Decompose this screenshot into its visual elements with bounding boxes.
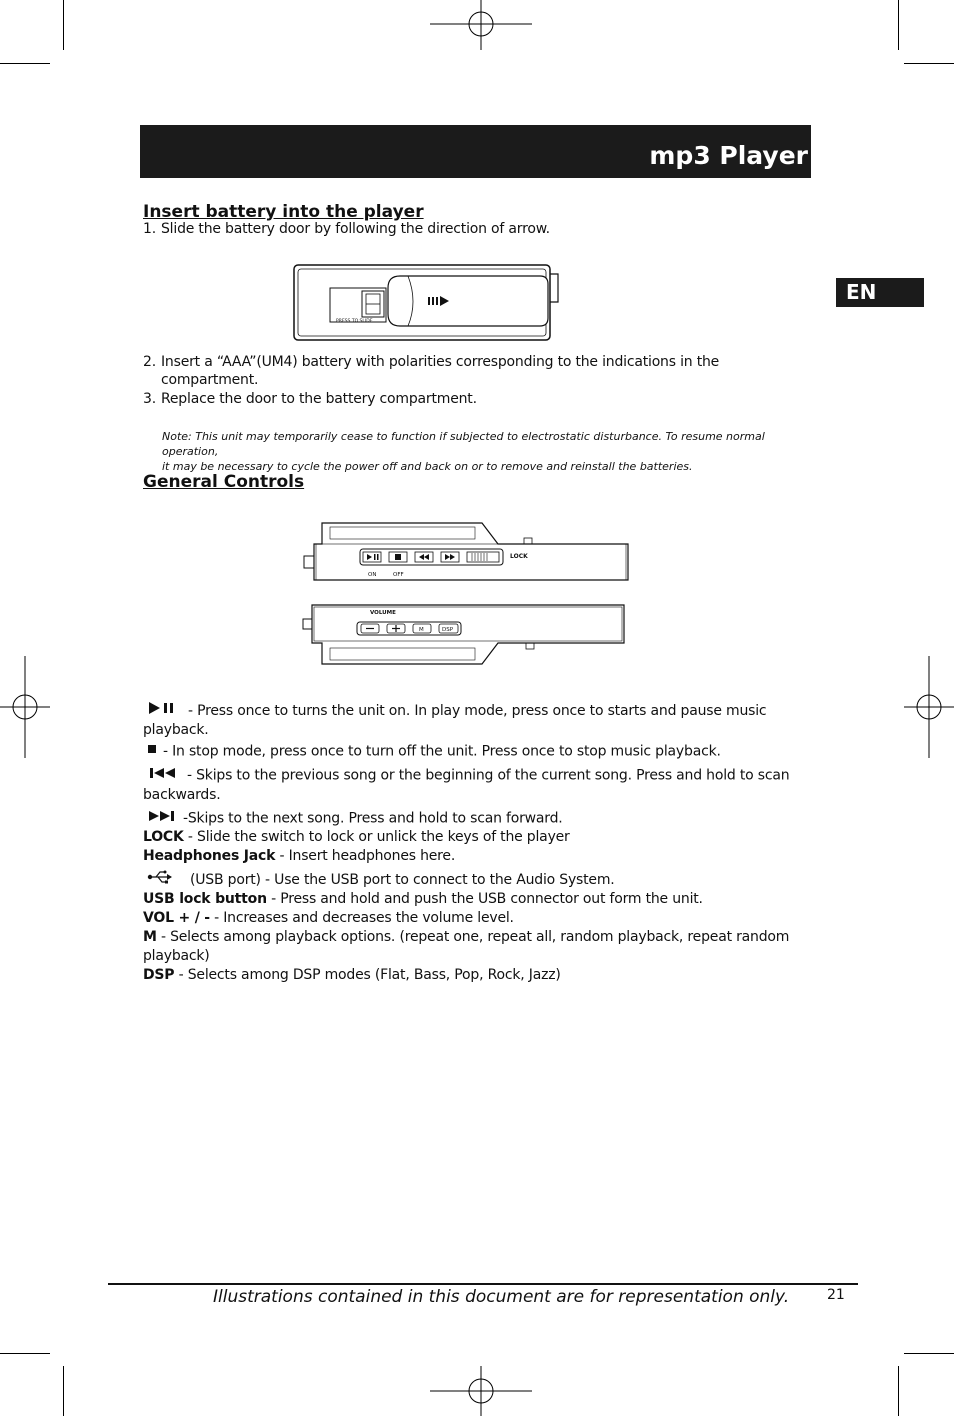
lock-label: LOCK	[510, 553, 528, 560]
step-number: 1.	[143, 221, 156, 237]
usb-lock-text: - Press and hold and push the USB connector out form the unit.	[266, 891, 703, 907]
usb-text: (USB port) - Use the USB port to connect to the Audio System.	[190, 872, 615, 888]
volume-text: - Increases and decreases the volume level.	[209, 910, 514, 926]
play-pause-icon	[147, 701, 177, 721]
step-text: Slide the battery door by following the direction of arrow.	[161, 221, 550, 237]
press-to-slide-label: PRESS TO SLIDE	[336, 319, 373, 324]
next-text: -Skips to the next song. Press and hold to scan forward.	[183, 810, 563, 827]
m-term: M	[143, 929, 157, 945]
usb-description	[143, 870, 808, 890]
registration-mark-bottom	[430, 1366, 532, 1416]
dsp-text: - Selects among DSP modes (Flat, Bass, Pop, Rock, Jazz)	[174, 967, 561, 983]
registration-mark-top	[430, 0, 532, 50]
footer-rule	[108, 1283, 858, 1285]
language-tab	[836, 278, 924, 307]
m-button-label: M	[419, 627, 424, 633]
m-text: - Selects among playback options. (repeat one, repeat all, random playback, repeat random	[156, 929, 790, 945]
note-line: it may be necessary to cycle the power off and back on or to remove and reinstall the batteries.	[162, 460, 693, 473]
off-label: OFF	[393, 572, 404, 578]
lock-term: LOCK	[143, 829, 184, 845]
battery-step-1	[143, 220, 550, 238]
next-description	[143, 809, 808, 829]
battery-door-figure	[290, 262, 565, 344]
headphones-text: - Insert headphones here.	[275, 848, 456, 864]
battery-step-3	[143, 390, 477, 408]
stop-icon	[147, 742, 157, 761]
dsp-term: DSP	[143, 967, 175, 983]
play-pause-description	[143, 701, 808, 740]
usb-lock-term: USB lock button	[143, 891, 267, 907]
controls-figure	[300, 518, 635, 670]
usb-icon	[147, 870, 173, 890]
header-bar	[140, 125, 811, 178]
step-number: 3.	[143, 391, 156, 407]
previous-text-cont: backwards.	[143, 786, 221, 803]
dsp-description	[143, 966, 808, 985]
play-pause-text: - Press once to turns the unit on. In play mode, press once to starts and pause music	[188, 703, 767, 719]
step-number: 2.	[143, 354, 156, 370]
m-text-cont: playback)	[143, 948, 210, 964]
step-text: Replace the door to the battery compartment.	[161, 391, 477, 407]
lock-description	[143, 828, 808, 847]
dsp-button-label: DSP	[442, 627, 454, 633]
on-label: ON	[368, 572, 377, 578]
battery-heading: Insert battery into the player	[143, 202, 424, 222]
volume-term: VOL + / -	[143, 910, 210, 926]
esd-note	[162, 429, 812, 474]
step-text: Insert a “AAA”(UM4) battery with polarities corresponding to the indications in the	[161, 354, 720, 370]
note-line: Note: This unit may temporarily cease to function if subjected to electrostatic disturbance. To resume normal operation,	[162, 430, 765, 458]
stop-description	[143, 742, 808, 762]
m-description	[143, 928, 808, 966]
usb-lock-description	[143, 890, 808, 909]
volume-description	[143, 909, 808, 928]
language-tab-label: EN	[846, 280, 877, 304]
page-number: 21	[827, 1287, 845, 1303]
step-text-cont: compartment.	[161, 372, 259, 388]
controls-heading: General Controls	[143, 472, 305, 492]
page-title: mp3 Player	[649, 141, 808, 170]
battery-step-2	[143, 353, 719, 389]
registration-mark-right	[904, 656, 954, 758]
headphones-description	[143, 847, 808, 866]
stop-text: - In stop mode, press once to turn off the unit. Press once to stop music playback.	[163, 743, 721, 760]
volume-label: VOLUME	[370, 610, 396, 616]
registration-mark-left	[0, 656, 50, 758]
next-track-icon	[147, 809, 175, 828]
previous-track-icon	[149, 766, 177, 785]
lock-text: - Slide the switch to lock or unlick the keys of the player	[183, 829, 570, 845]
footer-disclaimer: Illustrations contained in this document are for representation only.	[213, 1287, 790, 1307]
play-pause-text-cont: playback.	[143, 722, 209, 738]
headphones-term: Headphones Jack	[143, 848, 276, 864]
previous-description	[143, 766, 808, 805]
previous-text: - Skips to the previous song or the beginning of the current song. Press and hold to scan	[187, 767, 790, 784]
